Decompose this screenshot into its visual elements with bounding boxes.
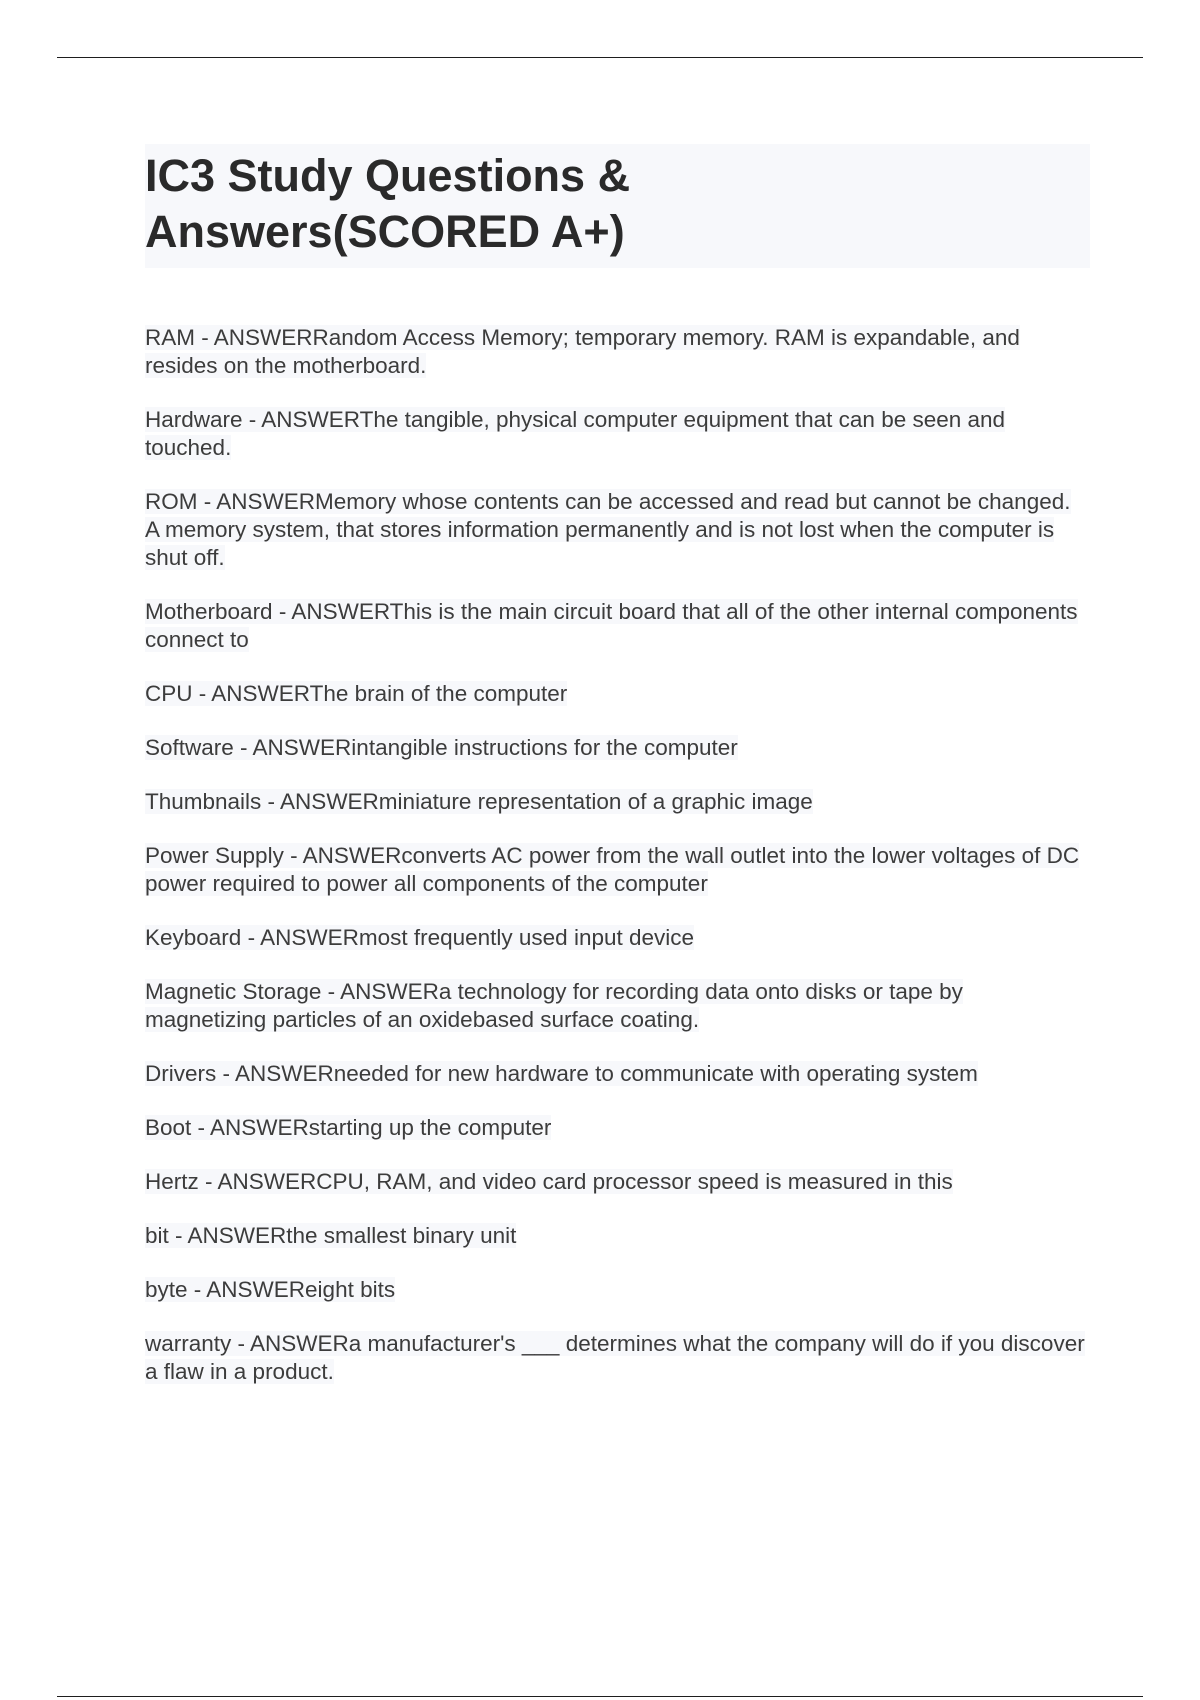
qa-entry (145, 842, 1090, 898)
qa-text: Motherboard - ANSWERThis is the main circuit board that all of the other internal components connect to (145, 599, 1078, 652)
qa-text: CPU - ANSWERThe brain of the computer (145, 681, 568, 706)
qa-text: Keyboard - ANSWERmost frequently used input device (145, 925, 695, 950)
qa-text: RAM - ANSWERRandom Access Memory; temporary memory. RAM is expandable, and resides on the motherboard. (145, 325, 1020, 378)
qa-text: bit - ANSWERthe smallest binary unit (145, 1223, 517, 1248)
qa-entry (145, 924, 1090, 952)
qa-entry (145, 978, 1090, 1034)
qa-entry (145, 734, 1090, 762)
title-block (145, 144, 1090, 268)
qa-entry (145, 1114, 1090, 1142)
qa-entry (145, 406, 1090, 462)
qa-text: ROM - ANSWERMemory whose contents can be accessed and read but cannot be changed. A memory system, that stores information permanently and is not lost when the computer is shut off. (145, 489, 1071, 570)
qa-text: Magnetic Storage - ANSWERa technology for recording data onto disks or tape by magnetizing particles of an oxidebased surface coating. (145, 979, 963, 1032)
qa-entry (145, 1060, 1090, 1088)
document-body (145, 144, 1090, 1412)
qa-entry (145, 680, 1090, 708)
qa-text: Hardware - ANSWERThe tangible, physical computer equipment that can be seen and touched. (145, 407, 1006, 460)
qa-list (145, 324, 1090, 1386)
qa-entry (145, 1276, 1090, 1304)
qa-text: Hertz - ANSWERCPU, RAM, and video card processor speed is measured in this (145, 1169, 953, 1194)
qa-entry (145, 1222, 1090, 1250)
top-rule (57, 57, 1143, 58)
qa-text: Software - ANSWERintangible instructions for the computer (145, 735, 738, 760)
qa-entry (145, 324, 1090, 380)
qa-text: Boot - ANSWERstarting up the computer (145, 1115, 552, 1140)
qa-entry (145, 1168, 1090, 1196)
qa-text: Thumbnails - ANSWERminiature representation of a graphic image (145, 789, 813, 814)
qa-entry (145, 788, 1090, 816)
document-title: IC3 Study Questions & Answers(SCORED A+) (145, 150, 631, 257)
qa-entry (145, 488, 1090, 572)
qa-text: Power Supply - ANSWERconverts AC power from the wall outlet into the lower voltages of DC power required to power all components of the computer (145, 843, 1080, 896)
bottom-rule (57, 1696, 1143, 1697)
qa-text: warranty - ANSWERa manufacturer's ___ determines what the company will do if you discover a flaw in a product. (145, 1331, 1085, 1384)
qa-text: Drivers - ANSWERneeded for new hardware to communicate with operating system (145, 1061, 978, 1086)
qa-entry (145, 1330, 1090, 1386)
qa-entry (145, 598, 1090, 654)
qa-text: byte - ANSWEReight bits (145, 1277, 396, 1302)
